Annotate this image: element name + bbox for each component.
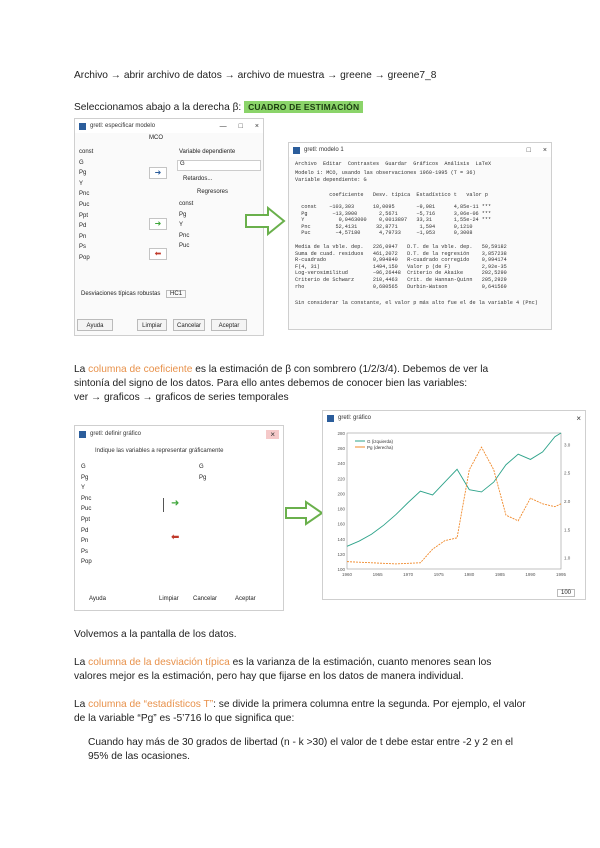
menu-bar[interactable]: Archivo Editar Contrastes Guardar Gráficos Análisis LaTeX bbox=[295, 161, 492, 167]
x-tick-label: 1975 bbox=[433, 572, 444, 577]
coef-row: Pg −13,3900 2,5671 −5,716 3,06e-06 *** bbox=[295, 210, 492, 217]
coef-row: Y 0,0463000 0,0013897 33,31 1,55e-24 *** bbox=[295, 217, 492, 224]
close-icon[interactable]: × bbox=[542, 146, 547, 154]
model-output-window bbox=[288, 142, 552, 330]
graph-var-list[interactable] bbox=[81, 462, 92, 568]
variable-item[interactable]: Ppt bbox=[79, 212, 89, 219]
add-arrow-icon[interactable]: ➜ bbox=[171, 498, 180, 509]
maximize-icon[interactable]: □ bbox=[526, 146, 531, 154]
y-left-tick-label: 220 bbox=[337, 476, 345, 482]
graph-selected-list[interactable] bbox=[199, 462, 206, 483]
gretl-icon bbox=[327, 415, 334, 422]
y-right-tick-label: 2.5 bbox=[564, 470, 571, 476]
variable-item[interactable]: Pop bbox=[79, 254, 90, 261]
variable-list[interactable] bbox=[79, 147, 115, 264]
x-tick-label: 1995 bbox=[555, 572, 567, 577]
clear-button[interactable]: Limpiar bbox=[137, 319, 167, 331]
regressor-item[interactable]: Pg bbox=[179, 211, 187, 218]
dep-var-header: Variable dependiente: G bbox=[295, 177, 367, 183]
paragraph-select bbox=[74, 100, 363, 115]
estimator-select[interactable]: MCO bbox=[149, 135, 163, 141]
clear-button[interactable]: Limpiar bbox=[159, 596, 179, 602]
select-text: Seleccionamos abajo a la derecha β: bbox=[74, 102, 245, 113]
tstat-highlight: columna de “estadísticos T” bbox=[88, 699, 214, 710]
window-title: gretl: especificar modelo bbox=[90, 123, 156, 129]
gretl-icon bbox=[79, 123, 86, 130]
variable-item[interactable]: Y bbox=[79, 180, 84, 187]
stats-row: rho 0,680565 Durbin-Watson 0,641569 bbox=[295, 283, 507, 290]
y-right-tick-label: 1.5 bbox=[564, 527, 571, 533]
stats-row: Criterio de Schwarz 210,4463 Crit. de Hannan-Quinn 205,2929 bbox=[295, 276, 507, 283]
gretl-icon bbox=[293, 147, 300, 154]
x-tick-label: 1985 bbox=[494, 572, 505, 577]
stats-row: Suma de cuad. residuos 461,2072 D.T. de la regresión 3,857238 bbox=[295, 250, 507, 257]
define-graph-titlebar bbox=[75, 426, 283, 442]
graph-titlebar bbox=[323, 411, 585, 425]
model-output-titlebar bbox=[289, 143, 551, 157]
series-line-1 bbox=[347, 447, 561, 564]
variable-item[interactable]: G bbox=[79, 159, 84, 166]
x-tick-label: 1960 bbox=[341, 572, 353, 577]
graph-selected-item[interactable]: G bbox=[199, 464, 204, 470]
coef-row: Pnc 52,4131 32,8771 1,594 0,1210 bbox=[295, 223, 473, 230]
graph-var-item[interactable]: Pd bbox=[81, 527, 89, 534]
coef-highlight: columna de coeficiente bbox=[88, 364, 193, 375]
close-icon[interactable]: × bbox=[576, 413, 581, 423]
dep-label: Variable dependiente bbox=[179, 149, 236, 155]
close-icon[interactable]: × bbox=[266, 430, 279, 439]
graph-buttons bbox=[75, 592, 284, 611]
regressor-item[interactable]: Puc bbox=[179, 243, 190, 250]
x-tick-label: 1980 bbox=[464, 572, 475, 577]
footer-note: Sin considerar la constante, el valor p más alto fue el de la variable 4 (Pnc) bbox=[295, 300, 538, 306]
variable-item[interactable]: Ps bbox=[79, 244, 87, 251]
variable-item[interactable]: Puc bbox=[79, 201, 90, 208]
model-spec-window bbox=[74, 118, 264, 336]
paragraph-coef: La columna de coeficiente es la estimación de β con sombrero (1/2/3/4). Debemos de ver la sintonía del signo de los datos. Para ello antes debemos de conocer bien las variables: ver → graficos → graficos de series temporales bbox=[74, 364, 489, 403]
paragraph-return: Volvemos a la pantalla de los datos. bbox=[74, 629, 237, 640]
variable-item[interactable]: Pnc bbox=[79, 191, 90, 198]
help-button[interactable]: Ayuda bbox=[77, 319, 113, 331]
timeseries-chart bbox=[323, 425, 585, 587]
y-left-tick-label: 120 bbox=[337, 551, 345, 557]
graph-var-item[interactable]: Y bbox=[81, 485, 86, 492]
y-right-tick-label: 3.0 bbox=[564, 442, 571, 448]
paragraph-tstat: La columna de “estadísticos T”: se divide la primera columna entre la segunda. Por ejemplo, el valor de la variable “Pg” es -5’716 lo que significa que: bbox=[74, 699, 526, 724]
regressor-item[interactable]: Pnc bbox=[179, 232, 190, 239]
stats-row: Media de la vble. dep. 226,0947 D.T. de la vble. dep. 50,59182 bbox=[295, 244, 507, 250]
x-tick-label: 1965 bbox=[372, 572, 383, 577]
model-spec-titlebar bbox=[75, 119, 263, 133]
menu-path: ver → graficos → graficos de series temporales bbox=[74, 392, 289, 403]
regressors-list[interactable] bbox=[179, 199, 193, 252]
y-left-tick-label: 160 bbox=[337, 521, 345, 527]
graph-var-item[interactable]: Ppt bbox=[81, 516, 91, 523]
graph-var-item[interactable]: Pn bbox=[81, 538, 89, 545]
coef-row: const −103,303 10,0095 −9,981 4,85e-11 *** bbox=[295, 204, 492, 210]
series-line-0 bbox=[347, 433, 561, 546]
graph-var-item[interactable]: G bbox=[81, 464, 86, 470]
cancel-button[interactable]: Cancelar bbox=[193, 596, 218, 602]
paragraph-path: Archivo → abrir archivo de datos → archivo de muestra → greene → greene7_8 bbox=[74, 70, 437, 81]
window-title: gretl: modelo 1 bbox=[304, 147, 344, 153]
y-left-tick-label: 100 bbox=[337, 567, 345, 572]
stats-row: Log-verosimilitud −96,26448 Criterio de Akaike 202,5290 bbox=[295, 270, 507, 277]
y-left-tick-label: 240 bbox=[337, 461, 345, 467]
graph-var-item[interactable]: Puc bbox=[81, 506, 92, 513]
y-left-tick-label: 260 bbox=[337, 446, 345, 452]
define-graph-window bbox=[74, 425, 284, 611]
graph-selected-item[interactable]: Pg bbox=[199, 474, 207, 481]
legend-label: Pg (derecha) bbox=[367, 445, 394, 450]
zoom-select[interactable]: 100 bbox=[557, 589, 575, 597]
y-left-tick-label: 200 bbox=[337, 491, 345, 497]
robust-checkbox[interactable]: Desviaciones típicas robustas HC1 bbox=[81, 291, 186, 297]
variable-item[interactable]: Pd bbox=[79, 223, 87, 230]
y-right-tick-label: 1.0 bbox=[564, 555, 571, 561]
remove-arrow-icon[interactable]: ⬅ bbox=[171, 532, 180, 543]
graph-window bbox=[322, 410, 586, 600]
window-title: gretl: gráfico bbox=[338, 415, 372, 421]
coef-table bbox=[295, 204, 491, 237]
stddev-highlight: columna de la desviación típica bbox=[88, 657, 230, 668]
cursor-line bbox=[163, 498, 164, 512]
right-arrow-icon bbox=[244, 206, 286, 236]
minimize-icon[interactable]: — bbox=[219, 122, 227, 130]
close-icon[interactable]: × bbox=[254, 122, 259, 130]
column-headers: coeficiente Desv. típica Estadístico t valor p bbox=[295, 192, 489, 198]
graph-prompt: Indique las variables a representar gráficamente bbox=[95, 448, 224, 454]
legend-label: G (izquierda) bbox=[367, 439, 394, 444]
variable-item[interactable]: Pn bbox=[79, 233, 87, 240]
gretl-icon bbox=[79, 431, 86, 438]
variable-item[interactable]: const bbox=[79, 149, 94, 155]
estimation-badge: CUADRO DE ESTIMACIÓN bbox=[244, 101, 363, 113]
coef-row: Puc −4,57180 4,79733 −1,053 0,3008 bbox=[295, 230, 473, 237]
graph-var-item[interactable]: Ps bbox=[81, 548, 89, 555]
paragraph-conclusion: Cuando hay más de 30 grados de libertad (n - k >30) el valor de t debe estar entre -2 y 2 en el 95% de las ocasiones. bbox=[88, 737, 514, 762]
add-regressor-button[interactable]: ➜ bbox=[149, 218, 167, 230]
remove-regressor-button[interactable]: ⬅ bbox=[149, 248, 167, 260]
y-right-tick-label: 2.0 bbox=[564, 499, 571, 504]
dep-arrow-button[interactable]: ➜ bbox=[149, 167, 167, 179]
lag-button[interactable]: Retardos... bbox=[183, 176, 213, 182]
robust-select[interactable]: HC1 bbox=[166, 290, 186, 298]
accept-button[interactable]: Aceptar bbox=[211, 319, 247, 331]
graph-var-item[interactable]: Pg bbox=[81, 474, 89, 481]
accept-button[interactable]: Aceptar bbox=[235, 596, 256, 602]
y-left-tick-label: 140 bbox=[337, 536, 345, 542]
stats-row: R-cuadrado 0,994840 R-cuadrado corregido 0,994174 bbox=[295, 257, 507, 264]
help-button[interactable]: Ayuda bbox=[89, 596, 106, 602]
cancel-button[interactable]: Cancelar bbox=[173, 319, 205, 331]
maximize-icon[interactable]: □ bbox=[238, 122, 243, 130]
y-left-tick-label: 180 bbox=[337, 506, 345, 512]
dep-field[interactable]: G bbox=[177, 160, 261, 171]
stats-row: F(4, 31) 1494,150 Valor p (de F) 2,92e-35 bbox=[295, 263, 507, 270]
paragraph-stddev: La columna de la desviación típica es la varianza de la estimación, cuanto menores sean los valores mejor es la estimación, pero hay que fijarse en los datos de manera individual. bbox=[74, 657, 492, 682]
graph-var-item[interactable]: Pnc bbox=[81, 495, 92, 502]
regressor-item[interactable]: const bbox=[179, 201, 194, 207]
x-tick-label: 1990 bbox=[525, 572, 536, 577]
y-left-tick-label: 280 bbox=[337, 431, 345, 436]
graph-var-item[interactable]: Pop bbox=[81, 559, 92, 566]
stats-table bbox=[295, 244, 507, 290]
x-tick-label: 1970 bbox=[403, 572, 414, 577]
regressor-item[interactable]: Y bbox=[179, 222, 184, 229]
regressors-label: Regresores bbox=[197, 189, 229, 195]
model-header: Modelo 1: MCO, usando las observaciones 1960-1995 (T = 36) bbox=[295, 170, 476, 176]
right-arrow-icon-2 bbox=[284, 500, 324, 526]
variable-item[interactable]: Pg bbox=[79, 170, 87, 177]
window-title: gretl: definir gráfico bbox=[90, 431, 142, 437]
